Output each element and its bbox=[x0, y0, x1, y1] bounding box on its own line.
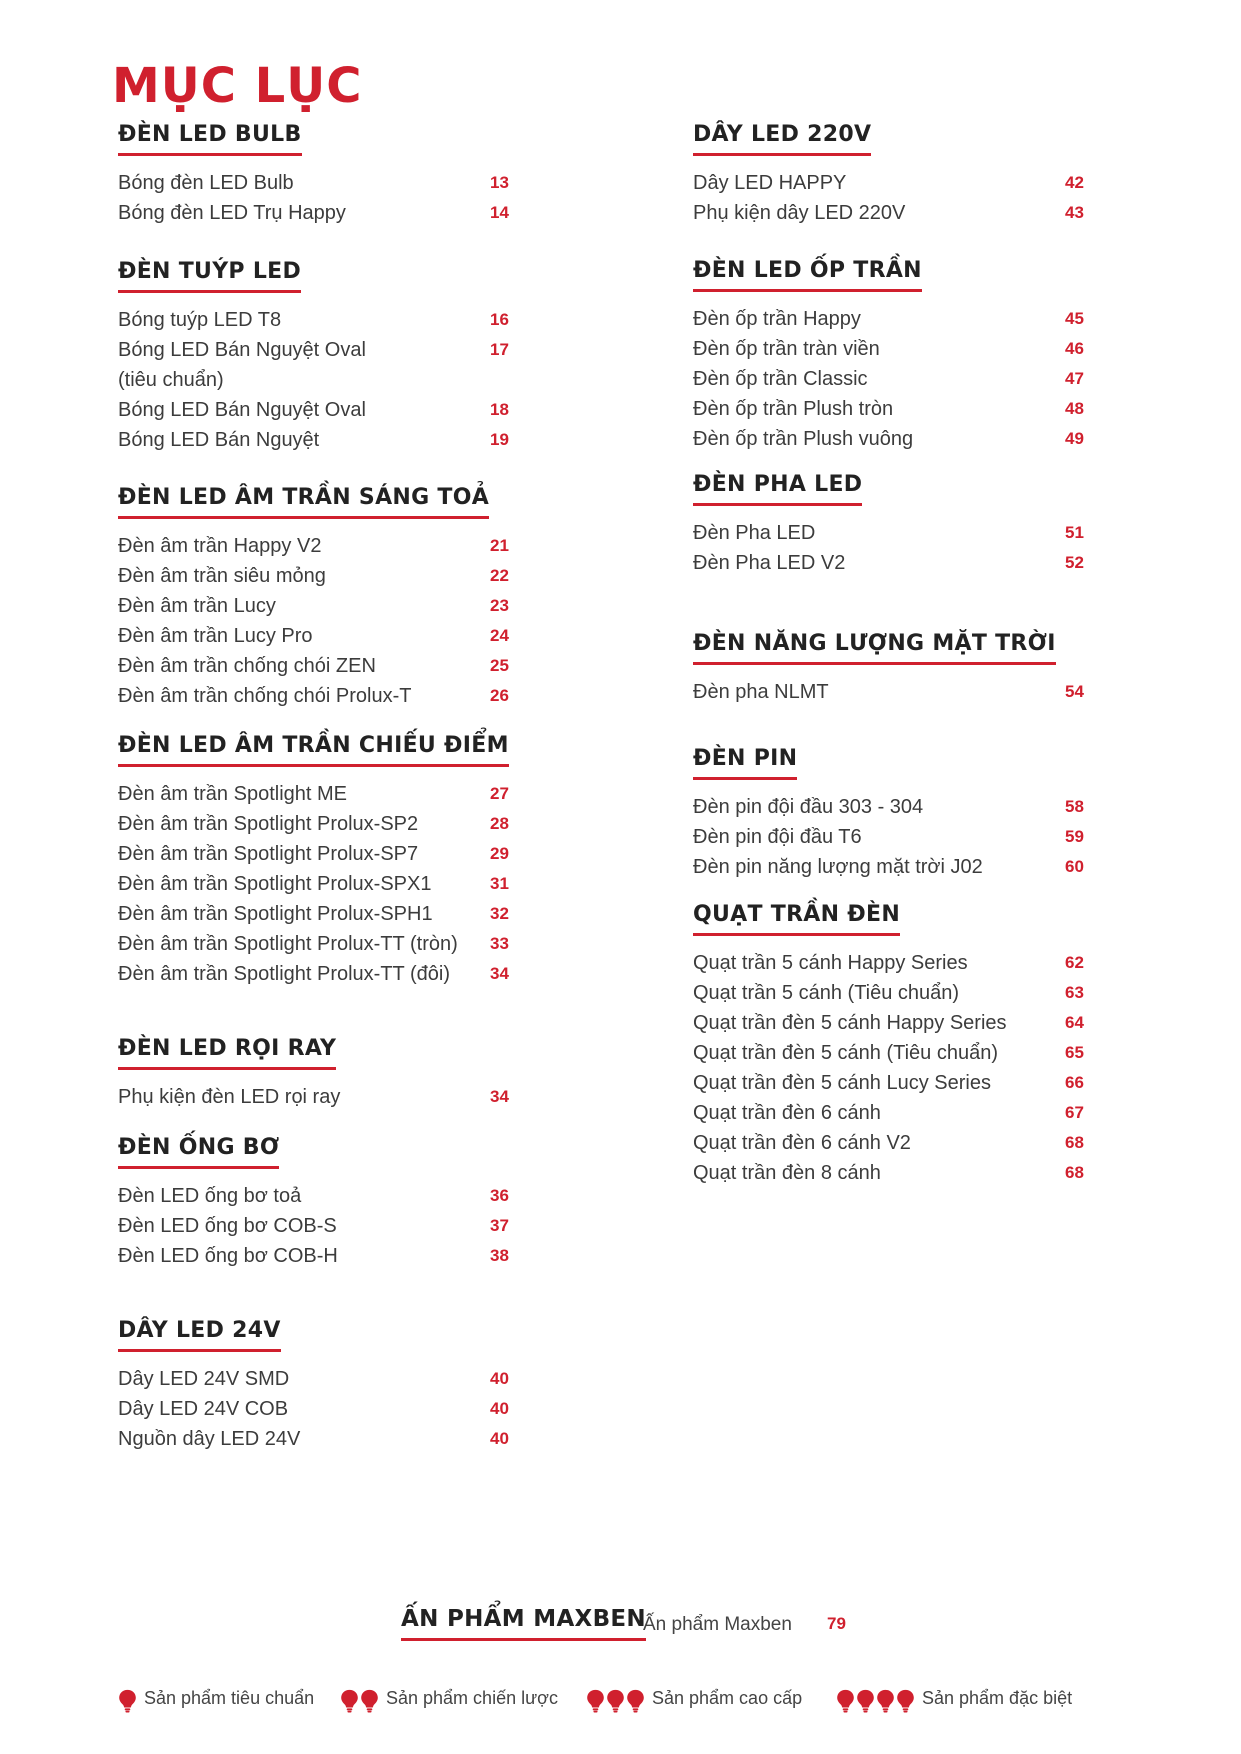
toc-section bbox=[118, 485, 538, 711]
toc-entry-page-number: 33 bbox=[490, 934, 509, 953]
section-item-list bbox=[118, 1082, 538, 1112]
toc-entry[interactable] bbox=[693, 394, 1113, 424]
toc-entry[interactable] bbox=[118, 561, 538, 591]
toc-entry-page-number: 32 bbox=[490, 904, 509, 923]
publication-label: Ấn phẩm Maxben bbox=[643, 1614, 792, 1635]
toc-entry[interactable] bbox=[693, 978, 1113, 1008]
toc-entry-label: Đèn ốp trần Plush tròn bbox=[693, 398, 894, 420]
toc-entry[interactable] bbox=[118, 198, 538, 228]
toc-entry[interactable] bbox=[693, 548, 1113, 578]
toc-section bbox=[693, 746, 1113, 882]
toc-entry[interactable] bbox=[118, 779, 538, 809]
toc-entry-label: Đèn pin đội đầu T6 bbox=[693, 826, 862, 848]
toc-entry[interactable] bbox=[693, 334, 1113, 364]
toc-entry-page-number: 47 bbox=[1065, 369, 1084, 388]
legend-item bbox=[836, 1683, 1072, 1713]
section-item-list bbox=[693, 168, 1113, 228]
toc-entry-label: Bóng LED Bán Nguyệt Oval bbox=[118, 339, 366, 361]
lightbulb-icon bbox=[118, 1684, 138, 1714]
toc-entry-page-number: 25 bbox=[490, 656, 509, 675]
toc-entry-page-number: 27 bbox=[490, 784, 509, 803]
lightbulb-icon bbox=[836, 1684, 916, 1714]
toc-entry[interactable] bbox=[693, 1038, 1113, 1068]
toc-entry-page-number: 63 bbox=[1065, 983, 1084, 1002]
toc-entry-label: Đèn âm trần Spotlight Prolux-SP7 bbox=[118, 843, 419, 865]
toc-entry-label: Đèn pin năng lượng mặt trời J02 bbox=[693, 856, 983, 878]
section-item-list bbox=[118, 1364, 538, 1454]
section-item-list bbox=[118, 779, 538, 989]
toc-entry-page-number: 28 bbox=[490, 814, 509, 833]
toc-entry-page-number: 43 bbox=[1065, 203, 1084, 222]
toc-entry-page-number: 60 bbox=[1065, 857, 1084, 876]
toc-entry[interactable] bbox=[118, 959, 538, 989]
toc-entry-page-number: 54 bbox=[1065, 682, 1084, 701]
toc-entry-label: Đèn LED ống bơ COB-S bbox=[118, 1215, 337, 1237]
toc-entry-page-number: 21 bbox=[490, 536, 509, 555]
section-item-list bbox=[118, 1181, 538, 1271]
toc-section bbox=[118, 1036, 538, 1112]
toc-entry[interactable] bbox=[693, 518, 1113, 548]
toc-entry-page-number: 64 bbox=[1065, 1013, 1084, 1032]
toc-entry-page-number: 68 bbox=[1065, 1133, 1084, 1152]
toc-entry-page-number: 40 bbox=[490, 1429, 509, 1448]
toc-entry-page-number: 51 bbox=[1065, 523, 1084, 542]
legend-item bbox=[118, 1683, 314, 1713]
toc-entry[interactable] bbox=[118, 305, 538, 335]
toc-entry-page-number: 13 bbox=[490, 173, 509, 192]
toc-entry-page-number: 37 bbox=[490, 1216, 509, 1235]
toc-section bbox=[118, 122, 538, 228]
toc-entry-label: Đèn âm trần Spotlight Prolux-SPH1 bbox=[118, 903, 433, 925]
toc-entry[interactable] bbox=[118, 591, 538, 621]
legend-item bbox=[586, 1683, 802, 1713]
toc-entry-page-number: 46 bbox=[1065, 339, 1084, 358]
toc-entry[interactable] bbox=[118, 681, 538, 711]
toc-entry[interactable] bbox=[118, 651, 538, 681]
lightbulb-icon bbox=[586, 1684, 646, 1714]
toc-entry-page-number: 16 bbox=[490, 310, 509, 329]
section-item-list bbox=[693, 677, 1113, 707]
toc-entry[interactable] bbox=[118, 1424, 538, 1454]
toc-entry-label: Bóng tuýp LED T8 bbox=[118, 309, 282, 331]
toc-entry[interactable] bbox=[118, 1241, 538, 1271]
toc-entry-label: Bóng LED Bán Nguyệt bbox=[118, 429, 320, 451]
toc-entry-label: Đèn âm trần Spotlight Prolux-SP2 bbox=[118, 813, 419, 835]
toc-entry-page-number: 40 bbox=[490, 1399, 509, 1418]
toc-entry[interactable] bbox=[118, 168, 538, 198]
toc-entry-page-number: 34 bbox=[490, 964, 509, 983]
toc-entry-page-number: 67 bbox=[1065, 1103, 1084, 1122]
toc-section bbox=[693, 258, 1113, 454]
toc-entry[interactable] bbox=[118, 531, 538, 561]
toc-entry-label: Đèn âm trần chống chói ZEN bbox=[118, 655, 376, 677]
section-item-list bbox=[693, 518, 1113, 578]
toc-entry[interactable] bbox=[693, 1008, 1113, 1038]
toc-entry-label: Đèn ốp trần tràn viền bbox=[693, 338, 880, 360]
section-heading: ĐÈN PHA LED bbox=[693, 472, 862, 506]
toc-entry-page-number: 62 bbox=[1065, 953, 1084, 972]
toc-entry-page-number: 42 bbox=[1065, 173, 1084, 192]
toc-entry-label: Đèn âm trần chống chói Prolux-T bbox=[118, 685, 412, 707]
toc-section bbox=[693, 631, 1113, 707]
section-heading: QUẠT TRẦN ĐÈN bbox=[693, 902, 900, 936]
toc-entry[interactable] bbox=[693, 1158, 1113, 1188]
section-heading: ĐÈN LED ÂM TRẦN CHIẾU ĐIỂM bbox=[118, 733, 509, 767]
toc-entry[interactable] bbox=[693, 304, 1113, 334]
toc-entry-label: Phụ kiện đèn LED rọi ray bbox=[118, 1086, 341, 1108]
toc-entry-label: (tiêu chuẩn) bbox=[118, 369, 224, 391]
toc-entry-page-number: 52 bbox=[1065, 553, 1084, 572]
toc-entry[interactable] bbox=[118, 1082, 538, 1112]
toc-entry[interactable] bbox=[118, 869, 538, 899]
product-tier-legend bbox=[118, 1683, 1118, 1713]
toc-entry[interactable] bbox=[693, 1128, 1113, 1158]
toc-entry[interactable] bbox=[118, 929, 538, 959]
toc-section bbox=[118, 733, 538, 989]
toc-entry-page-number: 59 bbox=[1065, 827, 1084, 846]
toc-entry-label: Đèn âm trần Spotlight ME bbox=[118, 783, 347, 805]
toc-entry-label: Đèn pha NLMT bbox=[693, 681, 829, 703]
section-heading: ĐÈN LED BULB bbox=[118, 122, 302, 156]
toc-entry[interactable] bbox=[693, 424, 1113, 454]
toc-section bbox=[118, 1135, 538, 1271]
toc-entry[interactable] bbox=[693, 822, 1113, 852]
toc-entry[interactable] bbox=[693, 1068, 1113, 1098]
toc-entry[interactable] bbox=[118, 899, 538, 929]
toc-entry-label: Nguồn dây LED 24V bbox=[118, 1428, 301, 1450]
toc-entry-label: Đèn âm trần Happy V2 bbox=[118, 535, 322, 557]
toc-entry-label: Đèn LED ống bơ COB-H bbox=[118, 1245, 338, 1267]
toc-entry[interactable] bbox=[118, 1211, 538, 1241]
section-item-list bbox=[693, 792, 1113, 882]
toc-entry-page-number: 18 bbox=[490, 400, 509, 419]
section-item-list bbox=[693, 304, 1113, 454]
toc-entry-label: Đèn âm trần Lucy Pro bbox=[118, 625, 313, 647]
legend-label: Sản phẩm đặc biệt bbox=[922, 1688, 1073, 1708]
toc-section bbox=[118, 259, 538, 455]
toc-section bbox=[693, 122, 1113, 228]
section-heading: DÂY LED 24V bbox=[118, 1318, 281, 1352]
page-title: MỤC LỤC bbox=[112, 58, 363, 114]
publication-entry[interactable] bbox=[401, 1606, 861, 1650]
toc-entry-label: Bóng đèn LED Trụ Happy bbox=[118, 202, 346, 224]
toc-entry-label: Quạt trần đèn 6 cánh V2 bbox=[693, 1132, 911, 1154]
publication-heading: ẤN PHẨM MAXBEN bbox=[401, 1606, 646, 1641]
toc-entry-label: Quạt trần đèn 6 cánh bbox=[693, 1102, 881, 1124]
toc-entry-page-number: 24 bbox=[490, 626, 509, 645]
section-heading: ĐÈN NĂNG LƯỢNG MẶT TRỜI bbox=[693, 631, 1056, 665]
section-item-list bbox=[118, 168, 538, 228]
toc-entry-label: Đèn âm trần Spotlight Prolux-SPX1 bbox=[118, 873, 432, 895]
toc-entry-label: Đèn ốp trần Classic bbox=[693, 368, 868, 390]
toc-entry[interactable] bbox=[118, 335, 538, 365]
toc-entry-label: Phụ kiện dây LED 220V bbox=[693, 202, 906, 224]
toc-section bbox=[693, 472, 1113, 578]
section-heading: ĐÈN TUÝP LED bbox=[118, 259, 301, 293]
toc-entry-label: Quạt trần đèn 5 cánh (Tiêu chuẩn) bbox=[693, 1042, 998, 1064]
toc-entry-page-number: 22 bbox=[490, 566, 509, 585]
toc-entry-label: Quạt trần đèn 5 cánh Happy Series bbox=[693, 1012, 1007, 1034]
toc-entry-label: Đèn ốp trần Happy bbox=[693, 308, 861, 330]
toc-section bbox=[118, 1318, 538, 1454]
toc-entry[interactable] bbox=[118, 621, 538, 651]
toc-entry-label: Dây LED 24V SMD bbox=[118, 1368, 290, 1390]
toc-entry-page-number: 31 bbox=[490, 874, 509, 893]
lightbulb-icon bbox=[340, 1684, 380, 1714]
toc-entry-label: Đèn âm trần Spotlight Prolux-TT (tròn) bbox=[118, 933, 458, 955]
toc-entry-label: Quạt trần đèn 5 cánh Lucy Series bbox=[693, 1072, 991, 1094]
toc-entry[interactable] bbox=[118, 365, 538, 395]
section-item-list bbox=[118, 531, 538, 711]
toc-entry-label: Đèn pin đội đầu 303 - 304 bbox=[693, 796, 924, 818]
publication-page-number: 79 bbox=[827, 1614, 846, 1633]
toc-entry-page-number: 68 bbox=[1065, 1163, 1084, 1182]
toc-entry[interactable] bbox=[118, 1181, 538, 1211]
toc-entry[interactable] bbox=[118, 425, 538, 455]
toc-entry[interactable] bbox=[118, 809, 538, 839]
legend-label: Sản phẩm tiêu chuẩn bbox=[144, 1688, 315, 1708]
toc-entry-label: Đèn âm trần Lucy bbox=[118, 595, 276, 617]
toc-entry-label: Dây LED HAPPY bbox=[693, 172, 847, 194]
toc-entry[interactable] bbox=[693, 792, 1113, 822]
toc-entry[interactable] bbox=[118, 839, 538, 869]
section-heading: ĐÈN LED ỐP TRẦN bbox=[693, 258, 922, 292]
legend-label: Sản phẩm cao cấp bbox=[652, 1688, 803, 1708]
toc-entry[interactable] bbox=[693, 364, 1113, 394]
legend-label: Sản phẩm chiến lược bbox=[386, 1688, 558, 1708]
section-heading: DÂY LED 220V bbox=[693, 122, 871, 156]
toc-entry-label: Đèn Pha LED bbox=[693, 522, 816, 544]
toc-entry-label: Đèn âm trần siêu mỏng bbox=[118, 565, 326, 587]
toc-entry-page-number: 19 bbox=[490, 430, 509, 449]
toc-entry-page-number: 14 bbox=[490, 203, 509, 222]
toc-entry[interactable] bbox=[693, 677, 1113, 707]
toc-entry-page-number: 36 bbox=[490, 1186, 509, 1205]
toc-entry[interactable] bbox=[693, 1098, 1113, 1128]
toc-entry-label: Quạt trần 5 cánh Happy Series bbox=[693, 952, 968, 974]
toc-entry-page-number: 40 bbox=[490, 1369, 509, 1388]
toc-entry[interactable] bbox=[693, 198, 1113, 228]
toc-entry-label: Quạt trần đèn 8 cánh bbox=[693, 1162, 881, 1184]
toc-entry-page-number: 45 bbox=[1065, 309, 1084, 328]
toc-entry-label: Đèn âm trần Spotlight Prolux-TT (đôi) bbox=[118, 963, 450, 985]
toc-section bbox=[693, 902, 1113, 1188]
section-heading: ĐÈN LED ÂM TRẦN SÁNG TOẢ bbox=[118, 485, 489, 519]
toc-entry-page-number: 48 bbox=[1065, 399, 1084, 418]
section-heading: ĐÈN PIN bbox=[693, 746, 797, 780]
toc-entry[interactable] bbox=[118, 1364, 538, 1394]
section-item-list bbox=[693, 948, 1113, 1188]
toc-entry-label: Đèn Pha LED V2 bbox=[693, 552, 846, 574]
toc-entry-page-number: 65 bbox=[1065, 1043, 1084, 1062]
toc-entry-page-number: 49 bbox=[1065, 429, 1084, 448]
toc-entry-page-number: 38 bbox=[490, 1246, 509, 1265]
toc-entry-label: Quạt trần 5 cánh (Tiêu chuẩn) bbox=[693, 982, 960, 1004]
toc-entry[interactable] bbox=[693, 948, 1113, 978]
toc-entry-page-number: 26 bbox=[490, 686, 509, 705]
toc-entry-label: Đèn LED ống bơ toả bbox=[118, 1185, 302, 1207]
toc-entry-page-number: 66 bbox=[1065, 1073, 1084, 1092]
toc-entry-page-number: 58 bbox=[1065, 797, 1084, 816]
toc-entry-page-number: 29 bbox=[490, 844, 509, 863]
section-heading: ĐÈN LED RỌI RAY bbox=[118, 1036, 336, 1070]
toc-entry-page-number: 34 bbox=[490, 1087, 509, 1106]
toc-entry[interactable] bbox=[118, 1394, 538, 1424]
section-heading: ĐÈN ỐNG BƠ bbox=[118, 1135, 279, 1169]
toc-entry[interactable] bbox=[118, 395, 538, 425]
toc-entry-label: Đèn ốp trần Plush vuông bbox=[693, 428, 914, 450]
toc-entry[interactable] bbox=[693, 168, 1113, 198]
toc-entry-label: Bóng LED Bán Nguyệt Oval bbox=[118, 399, 366, 421]
toc-entry-page-number: 23 bbox=[490, 596, 509, 615]
legend-item bbox=[340, 1683, 558, 1713]
toc-entry-label: Dây LED 24V COB bbox=[118, 1398, 289, 1420]
toc-entry-page-number: 17 bbox=[490, 340, 509, 359]
section-item-list bbox=[118, 305, 538, 455]
toc-entry[interactable] bbox=[693, 852, 1113, 882]
toc-entry-label: Bóng đèn LED Bulb bbox=[118, 172, 294, 194]
